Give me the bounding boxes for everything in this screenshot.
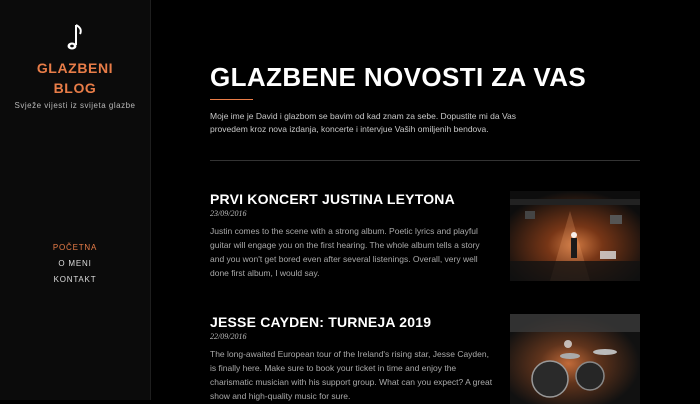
post-date: 23/09/2016: [210, 209, 247, 218]
tagline: Svježe vijesti iz svijeta glazbe: [14, 101, 136, 110]
post-thumbnail[interactable]: [510, 191, 640, 281]
section-divider: [210, 160, 640, 161]
blog-post: [210, 314, 640, 403]
post-excerpt: The long-awaited European tour of the Ireland's rising star, Jesse Cayden, is finally here. Make sure to book your ticket in time and enjoy the charismatic musician with his support group. What can you expect? A great show and high-quality music for sure.: [210, 349, 493, 401]
nav-item-about[interactable]: O MENI: [58, 259, 92, 268]
page-title: GLAZBENE NOVOSTI ZA VAS: [210, 62, 587, 92]
post-title[interactable]: PRVI KONCERT JUSTINA LEYTONA: [210, 191, 455, 207]
main-nav: [0, 240, 150, 288]
post-excerpt: Justin comes to the scene with a strong album. Poetic lyrics and playful guitar will engage you on the first hearing. The whole album tells a story and you won't get bored even after several listenings. Overall, very well done first album, I would say.: [210, 226, 480, 278]
brand-name[interactable]: GLAZBENI: [36, 60, 114, 76]
nav-item-home[interactable]: POČETNA: [52, 243, 98, 252]
post-date: 22/09/2016: [210, 332, 247, 341]
title-underline: [210, 99, 253, 100]
blog-post: [210, 191, 640, 280]
music-note-icon[interactable]: [65, 23, 85, 53]
brand-name-line2[interactable]: BLOG: [53, 80, 97, 96]
intro-text: Moje ime je David i glazbom se bavim od kad znam za sebe. Dopustite mi da Vas provedem kroz nova izdanja, koncerte i intervjue Vaših omiljenih bendova.: [210, 111, 516, 134]
post-title[interactable]: JESSE CAYDEN: TURNEJA 2019: [210, 314, 432, 330]
post-thumbnail[interactable]: [510, 314, 640, 404]
nav-item-contact[interactable]: KONTAKT: [53, 275, 97, 284]
main-content: [210, 0, 640, 400]
sidebar: [0, 0, 151, 400]
